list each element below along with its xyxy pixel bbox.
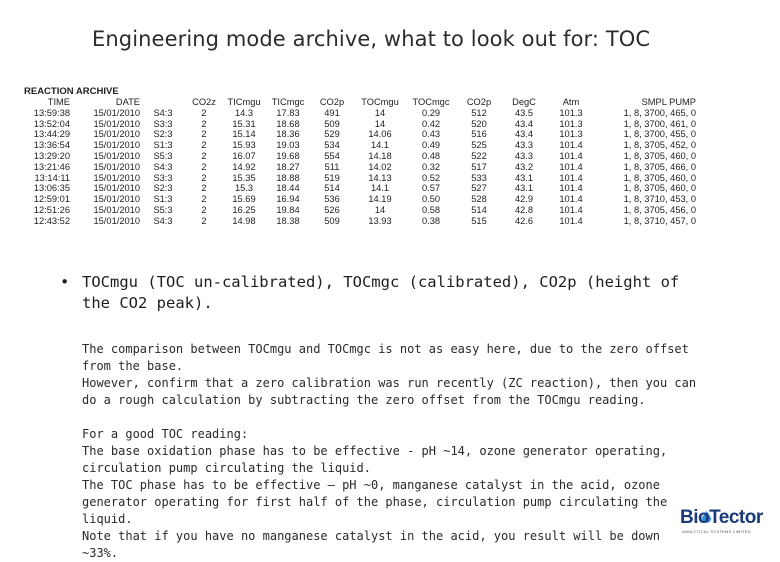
column-header-co2z: CO2z	[192, 97, 216, 107]
cell-time: 13:52:04	[33, 118, 70, 129]
cell-co2p-2: 527	[471, 183, 487, 194]
cell-degc: 43.5	[514, 107, 534, 118]
column-header-co2p: CO2p	[319, 97, 345, 107]
cell-date: 15/01/2010	[93, 150, 140, 161]
cell-time: 13:14:11	[34, 172, 70, 183]
cell-date: 15/01/2010	[93, 215, 140, 226]
bullet-text: TOCmgu (TOC un-calibrated), TOCmgc (calibrated), CO2p (height of the CO2 peak).	[82, 273, 680, 312]
cell-tocmgu: 14	[374, 107, 386, 118]
cell-ticmgu: 15.31	[232, 118, 256, 129]
cell-degc: 43.4	[514, 129, 534, 140]
cell-stream: S1:3	[153, 140, 173, 151]
table-row	[22, 162, 696, 173]
cell-co2p: 519	[324, 172, 340, 183]
cell-co2z: 2	[201, 204, 207, 215]
cell-co2p-2: 515	[471, 215, 487, 226]
cell-smpl-pump: 1, 8, 3705, 460, 0	[623, 183, 696, 194]
cell-co2p: 509	[324, 215, 340, 226]
cell-tocmgu: 14.1	[370, 140, 390, 151]
cell-time: 13:06:35	[33, 183, 70, 194]
cell-time: 13:36:54	[33, 140, 70, 151]
logo-tagline: ANALYTICAL SYSTEMS LIMITED	[682, 529, 751, 534]
cell-ticmgc: 18.27	[276, 161, 300, 172]
cell-atm: 101.4	[559, 140, 583, 151]
cell-degc: 42.9	[514, 194, 534, 205]
table-row	[22, 183, 696, 194]
cell-date: 15/01/2010	[93, 204, 140, 215]
cell-date: 15/01/2010	[93, 172, 140, 183]
cell-tocmgu: 14.1	[370, 183, 390, 194]
cell-co2p-2: 517	[471, 161, 487, 172]
cell-smpl-pump: 1, 8, 3705, 456, 0	[623, 204, 696, 215]
cell-stream: S2:3	[153, 129, 173, 140]
cell-smpl-pump: 1, 8, 3705, 460, 0	[623, 172, 696, 183]
cell-co2p-2: 522	[471, 150, 487, 161]
cell-ticmgc: 19.03	[276, 140, 300, 151]
bullet-point	[60, 272, 700, 314]
cell-atm: 101.4	[559, 215, 583, 226]
cell-time: 13:44:29	[33, 129, 70, 140]
cell-tocmgu: 14	[374, 204, 386, 215]
cell-atm: 101.3	[559, 129, 583, 140]
column-header-stream	[140, 97, 186, 108]
cell-atm: 101.4	[559, 150, 583, 161]
cell-stream: S3:3	[153, 118, 173, 129]
cell-tocmgu: 14.18	[368, 150, 392, 161]
biotector-logo	[680, 507, 776, 537]
cell-co2z: 2	[201, 161, 207, 172]
cell-co2p: 491	[324, 107, 340, 118]
cell-tocmgc: 0.52	[421, 172, 441, 183]
cell-stream: S4:3	[153, 215, 173, 226]
cell-ticmgu: 14.3	[234, 107, 254, 118]
cell-co2p: 536	[324, 194, 340, 205]
cell-time: 12:59:01	[33, 194, 70, 205]
cell-ticmgu: 15.93	[232, 140, 256, 151]
cell-smpl-pump: 1, 8, 3700, 461, 0	[623, 118, 696, 129]
logo-brand-text: BioTector	[680, 507, 763, 528]
cell-ticmgu: 15.3	[234, 183, 254, 194]
cell-co2z: 2	[201, 140, 207, 151]
cell-smpl-pump: 1, 8, 3705, 452, 0	[623, 140, 696, 151]
cell-co2p-2: 528	[471, 194, 487, 205]
cell-tocmgc: 0.29	[421, 107, 441, 118]
cell-degc: 42.6	[514, 215, 534, 226]
column-header-atm: Atm	[562, 97, 580, 107]
cell-co2z: 2	[201, 215, 207, 226]
cell-stream: S3:3	[153, 172, 173, 183]
cell-ticmgc: 17.83	[276, 107, 300, 118]
cell-smpl-pump: 1, 8, 3705, 460, 0	[623, 150, 696, 161]
cell-ticmgc: 19.84	[276, 204, 300, 215]
table-body	[22, 108, 696, 227]
table-row	[22, 119, 696, 130]
cell-degc: 42.8	[514, 204, 534, 215]
cell-ticmgu: 15.69	[232, 194, 256, 205]
cell-ticmgu: 14.98	[232, 215, 256, 226]
cell-co2z: 2	[201, 194, 207, 205]
cell-tocmgu: 14.06	[368, 129, 392, 140]
cell-atm: 101.3	[559, 107, 583, 118]
cell-date: 15/01/2010	[93, 140, 140, 151]
cell-smpl-pump: 1, 8, 3700, 455, 0	[623, 129, 696, 140]
cell-tocmgu: 14.02	[368, 161, 392, 172]
table-header-row	[22, 97, 696, 108]
column-header-tocmgc: TOCmgc	[412, 97, 450, 107]
cell-atm: 101.4	[559, 204, 583, 215]
cell-co2p-2: 525	[471, 140, 487, 151]
cell-ticmgc: 18.68	[276, 118, 300, 129]
cell-tocmgu: 14.19	[368, 194, 392, 205]
cell-tocmgc: 0.38	[421, 215, 441, 226]
table-row	[22, 140, 696, 151]
cell-co2p-2: 516	[471, 129, 487, 140]
cell-co2z: 2	[201, 172, 207, 183]
reaction-archive-panel	[22, 86, 762, 246]
cell-smpl-pump: 1, 8, 3710, 453, 0	[623, 194, 696, 205]
cell-tocmgu: 14	[374, 118, 386, 129]
bullet-dot: •	[60, 273, 70, 291]
column-header-time: TIME	[47, 97, 70, 107]
cell-tocmgu: 14.13	[368, 172, 392, 183]
cell-atm: 101.4	[559, 194, 583, 205]
cell-ticmgc: 18.88	[276, 172, 300, 183]
cell-tocmgc: 0.50	[421, 194, 441, 205]
cell-stream: S5:3	[153, 150, 173, 161]
cell-ticmgc: 18.38	[276, 215, 300, 226]
cell-date: 15/01/2010	[93, 118, 140, 129]
cell-co2p: 554	[324, 150, 340, 161]
column-header-tocmgu: TOCmgu	[361, 97, 399, 107]
cell-tocmgc: 0.32	[421, 161, 441, 172]
cell-co2p: 534	[324, 140, 340, 151]
cell-ticmgc: 19.68	[276, 150, 300, 161]
archive-heading: REACTION ARCHIVE	[24, 86, 119, 97]
slide-title: Engineering mode archive, what to look out for: TOC	[92, 27, 651, 51]
cell-co2p-2: 520	[471, 118, 487, 129]
cell-time: 13:59:38	[33, 107, 70, 118]
cell-degc: 43.1	[514, 172, 534, 183]
cell-time: 12:51:26	[33, 204, 70, 215]
cell-atm: 101.4	[559, 161, 583, 172]
cell-co2z: 2	[201, 129, 207, 140]
cell-tocmgc: 0.58	[421, 204, 441, 215]
cell-date: 15/01/2010	[93, 183, 140, 194]
cell-degc: 43.1	[514, 183, 534, 194]
table-row	[22, 173, 696, 184]
cell-stream: S1:3	[153, 194, 173, 205]
cell-date: 15/01/2010	[93, 107, 140, 118]
cell-tocmgc: 0.49	[421, 140, 441, 151]
cell-degc: 43.3	[514, 140, 534, 151]
cell-ticmgu: 14.92	[232, 161, 256, 172]
cell-co2p-2: 533	[471, 172, 487, 183]
cell-atm: 101.3	[559, 118, 583, 129]
cell-ticmgc: 18.44	[276, 183, 300, 194]
table-row	[22, 108, 696, 119]
column-header-ticmgu: TICmgu	[227, 97, 261, 107]
cell-smpl-pump: 1, 8, 3705, 466, 0	[623, 161, 696, 172]
reaction-archive-table	[22, 97, 696, 227]
cell-ticmgc: 18.36	[276, 129, 300, 140]
cell-tocmgc: 0.48	[421, 150, 441, 161]
cell-atm: 101.4	[559, 172, 583, 183]
column-header-smpl-pump: SMPL PUMP	[641, 97, 696, 107]
cell-co2z: 2	[201, 107, 207, 118]
cell-degc: 43.4	[514, 118, 534, 129]
table-row	[22, 129, 696, 140]
cell-tocmgc: 0.57	[421, 183, 441, 194]
cell-date: 15/01/2010	[93, 194, 140, 205]
cell-co2p-2: 512	[471, 107, 487, 118]
cell-stream: S4:3	[153, 161, 173, 172]
table-row	[22, 216, 696, 227]
cell-atm: 101.4	[559, 183, 583, 194]
cell-smpl-pump: 1, 8, 3710, 457, 0	[623, 215, 696, 226]
cell-co2p: 509	[324, 118, 340, 129]
cell-degc: 43.2	[514, 161, 534, 172]
cell-time: 13:21:46	[33, 161, 70, 172]
cell-stream: S4:3	[153, 107, 173, 118]
column-header-ticmgc: TICmgc	[271, 97, 305, 107]
cell-degc: 43.3	[514, 150, 534, 161]
cell-tocmgu: 13.93	[368, 215, 392, 226]
cell-co2p: 514	[324, 183, 340, 194]
column-header-degc: DegC	[512, 97, 536, 107]
cell-tocmgc: 0.43	[421, 129, 441, 140]
column-header-co2p-2: CO2p	[466, 97, 492, 107]
cell-time: 12:43:52	[33, 215, 70, 226]
cell-ticmgu: 15.35	[232, 172, 256, 183]
cell-tocmgc: 0.42	[421, 118, 441, 129]
table-row	[22, 194, 696, 205]
column-header-date: DATE	[115, 97, 140, 107]
cell-stream: S5:3	[153, 204, 173, 215]
cell-co2z: 2	[201, 118, 207, 129]
cell-time: 13:29:20	[33, 150, 70, 161]
paragraph-good-toc-reading: For a good TOC reading: The base oxidation phase has to be effective - pH ~14, ozone generator operating, circulation pump circulating the liquid. The TOC phase has to be effective – pH ~0, manganese catalyst in the acid, ozone generator operating for first half of the phase, circulation pump circulating the liquid. Note that if you have no manganese catalyst in the acid, you result will be down ~33%.	[82, 427, 668, 560]
table-row	[22, 205, 696, 216]
cell-ticmgc: 16.94	[276, 194, 300, 205]
cell-stream: S2:3	[153, 183, 173, 194]
cell-co2p: 529	[324, 129, 340, 140]
cell-co2z: 2	[201, 183, 207, 194]
cell-date: 15/01/2010	[93, 161, 140, 172]
cell-co2z: 2	[201, 150, 207, 161]
paragraph-zero-offset: The comparison between TOCmgu and TOCmgc is not as easy here, due to the zero offset from the base. However, confirm that a zero calibration was run recently (ZC reaction), then you can do a rough calculation by subtracting the zero offset from the TOCmgu reading.	[82, 342, 697, 407]
cell-co2p: 526	[324, 204, 340, 215]
cell-co2p-2: 514	[471, 204, 487, 215]
cell-ticmgu: 16.25	[232, 204, 256, 215]
table-row	[22, 151, 696, 162]
cell-co2p: 511	[324, 161, 340, 172]
cell-ticmgu: 16.07	[232, 150, 256, 161]
cell-ticmgu: 15.14	[232, 129, 256, 140]
cell-smpl-pump: 1, 8, 3700, 465, 0	[623, 107, 696, 118]
cell-date: 15/01/2010	[93, 129, 140, 140]
